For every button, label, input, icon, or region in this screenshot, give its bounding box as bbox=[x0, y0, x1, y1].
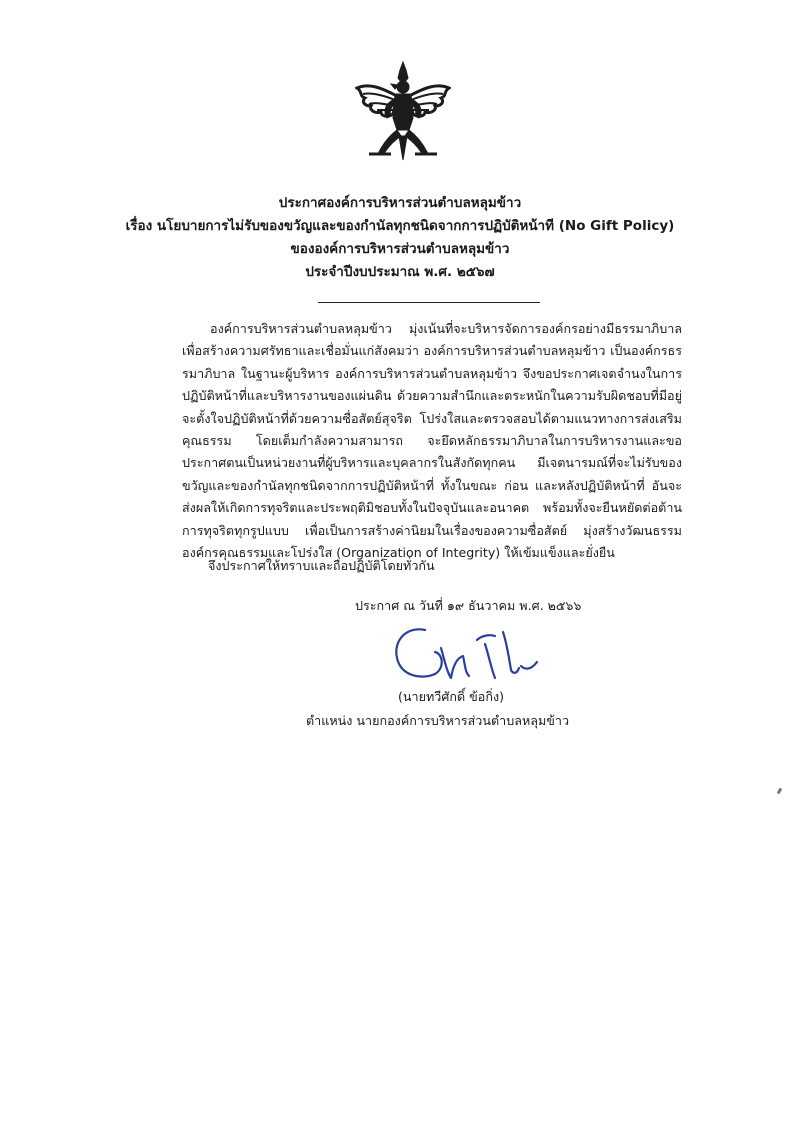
header-subject: เรื่อง นโยบายการไม่รับของขวัญและของกำนัลทุกชนิดจากการปฏิบัติหน้าที (No Gift Policy) bbox=[125, 218, 675, 234]
garuda-emblem-icon bbox=[355, 60, 451, 164]
body-paragraph-container bbox=[182, 318, 682, 564]
header-divider bbox=[318, 302, 540, 303]
header-organization: ประกาศองค์การบริหารส่วนตำบลหลุมข้าว bbox=[278, 195, 522, 211]
header-fiscal-year: ประจำปีงบประมาณ พ.ศ. ๒๕๖๗ bbox=[305, 264, 495, 280]
body-paragraph: องค์การบริหารส่วนตำบลหลุมข้าว มุ่งเน้นที่จะบริหารจัดการองค์กรอย่างมีธรรมาภิบาล เพื่อสร้างความศรัทธาและเชื่อมั่นแก่สังคมว่า องค์การบริหารส่วนตำบลหลุมข้าว เป็นองค์กรธรรมาภิบาล ในฐานะผู้บริหาร องค์การบริหารส่วนตำบลหลุมข้าว จึงขอประกาศเจตจำนงในการปฏิบัติหน้าที่และบริหารงานของแผ่นดิน ด้วยความสำนึกและตระหนักในความรับผิดชอบที่มีอยู่ จะตั้งใจปฏิบัติหน้าที่ด้วยความซื่อสัตย์สุจริต โปร่งใสและตรวจสอบได้ตามแนวทางการส่งเสริมคุณธรรม โดยเต็มกำลังความสามารถ จะยึดหลักธรรมาภิบาลในการบริหารงานและขอประกาศตนเป็นหน่วยงานที่ผู้บริหารและบุคลากรในสังกัดทุกคน มีเจตนารมณ์ที่จะไม่รับของขวัญและของกำนัลทุกชนิดจากการปฏิบัติหน้าที่ ทั้งในขณะ ก่อน และหลังปฏิบัติหน้าที่ อันจะส่งผลให้เกิดการทุจริตและประพฤติมิชอบทั้งในปัจจุบันและอนาคต พร้อมทั้งจะยืนหยัดต่อต้านการทุจริตทุกรูปแบบ เพื่อเป็นการสร้างค่านิยมในเรื่องของความซื่อสัตย์ มุ่งสร้างวัฒนธรรมองค์กรคุณธรรมและโปร่งใส (Organization of Integrity) ให้เข้มแข็งและยั่งยืน bbox=[182, 321, 682, 561]
announcement-date: ประกาศ ณ วันที่ ๑๙ ธันวาคม พ.ศ. ๒๕๖๖ bbox=[355, 598, 582, 613]
announcement-statement: จึงประกาศให้ทราบและถือปฏิบัติโดยทั่วกัน bbox=[208, 558, 435, 573]
header-owner: ขององค์การบริหารส่วนตำบลหลุมข้าว bbox=[290, 241, 510, 257]
announcement-header bbox=[100, 192, 700, 284]
signatory-position: ตำแหน่ง นายกองค์การบริหารส่วนตำบลหลุมข้าว bbox=[306, 713, 570, 728]
signatory-name: (นายทวีศักดิ์ ข้อกิ่ง) bbox=[398, 689, 505, 704]
scan-speck bbox=[777, 788, 783, 795]
handwritten-signature-icon bbox=[385, 618, 560, 690]
